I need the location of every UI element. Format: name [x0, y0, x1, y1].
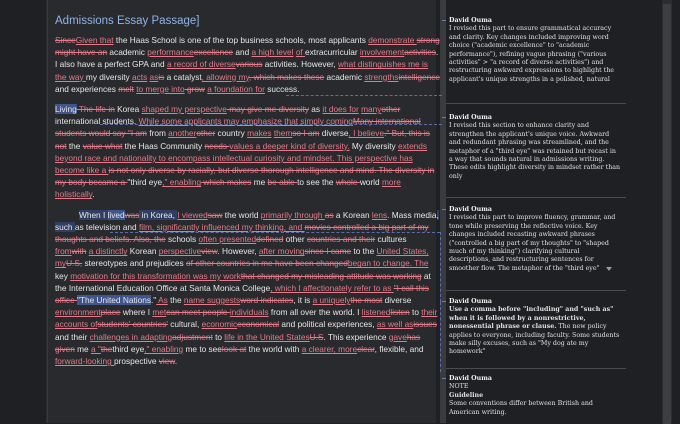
tracked-deletion: so I am: [292, 128, 320, 139]
text-run: diverse: [319, 128, 349, 139]
text-run: to: [409, 307, 422, 318]
tracked-insertion: While some applicants may emphasize that simply: [138, 116, 327, 127]
tracked-deletion: has given: [55, 331, 421, 354]
comment-author: David Ouma: [449, 17, 492, 24]
tracked-deletion: grow: [184, 83, 205, 94]
tracked-insertion: accounts of: [55, 319, 98, 330]
tracked-insertion: a high level: [251, 47, 294, 58]
tracked-deletion: clear: [357, 343, 375, 354]
tracked-insertion: coming: [326, 116, 353, 127]
text-run: key: [55, 270, 71, 281]
tracked-insertion: diverse: [208, 59, 236, 70]
tracked-deletion: adjustment: [172, 331, 213, 342]
text-run: activities. However,: [262, 59, 339, 70]
text-run: Korean: [127, 246, 159, 257]
text-run: as: [309, 104, 323, 115]
text-run: at the International Education Office at Santa Monica: [55, 270, 431, 293]
text-run: College: [242, 282, 271, 293]
text-run: from all over the world. I: [268, 307, 362, 318]
tracked-insertion: performance: [147, 47, 194, 58]
text-run: experiences,: [327, 319, 377, 330]
tracked-deletion: Many international students would say "I am: [55, 116, 421, 139]
tracked-deletion: Since: [55, 35, 76, 45]
comment-divider: [446, 368, 626, 369]
tracked-insertion: ," enabling: [162, 177, 202, 188]
tracked-deletion: since I came: [304, 246, 352, 257]
tracked-deletion: movies controlled a big part of my thoughts and beliefs. Also, the: [55, 221, 429, 245]
text-run: diverse: [382, 295, 412, 306]
text-run: as television and: [74, 221, 139, 232]
tracked-insertion: what distinguishes me is the way: [55, 59, 428, 82]
text-run: . This experience: [323, 331, 389, 342]
text-run: and political: [279, 319, 328, 330]
tracked-insertion: involvement: [359, 47, 405, 58]
tracked-deletion: of other countries in me have been changed: [185, 258, 348, 269]
highlighted-text: When I: [79, 209, 108, 220]
text-run: a Korean: [333, 209, 372, 220]
selected-text: "The United Nations: [77, 295, 151, 306]
tracked-insertion: another: [168, 128, 197, 139]
tracked-deletion: the: [100, 343, 113, 354]
tracked-insertion: makes: [247, 128, 272, 139]
tracked-insertion: extends beyond race and: [55, 140, 428, 163]
tracked-deletion: ." But, this is not: [55, 128, 430, 151]
text-run: to: [212, 331, 225, 342]
tracked-deletion: U.S,: [66, 258, 83, 269]
text-run: cultural,: [167, 319, 202, 330]
tracked-deletion: excellence: [193, 47, 234, 58]
comment-5[interactable]: [449, 375, 621, 417]
tracked-insertion: presented: [219, 234, 257, 245]
tracked-insertion: lens: [371, 209, 388, 220]
tracked-insertion: economic: [201, 319, 238, 330]
tracked-insertion: As: [156, 295, 168, 306]
tracked-deletion: the most: [350, 295, 383, 306]
comment-divider: [446, 290, 626, 291]
tracked-insertion: after moving: [258, 246, 305, 257]
tracked-insertion: I viewed: [177, 209, 208, 220]
tracked-deletion: listen: [390, 307, 410, 318]
text-run: .": [150, 295, 157, 306]
tracked-insertion: them: [273, 128, 293, 139]
tracked-insertion: met: [152, 307, 167, 318]
tracked-insertion: forward-looking: [55, 356, 115, 367]
tracked-deletion: saw: [207, 209, 223, 220]
tracked-insertion: a foundation for: [207, 83, 265, 94]
text-run: .: [92, 189, 95, 200]
comment-anchor-mark: [442, 20, 446, 21]
document-heading: Admissions Essay Passage]: [55, 15, 200, 27]
comment-connector: [440, 302, 441, 372]
tracked-insertion: United States: [259, 331, 310, 342]
tracked-insertion: gave: [388, 331, 407, 342]
tracked-deletion: view: [158, 356, 175, 367]
comment-text: I revised this part to improve fluency, grammar, and tone while preserving the reflective voice. Key changes included recasting awkward phrases ("controlled a big part of my thoughts" to "shaped much of my thinking") clarifying cultural descriptions, and restructuring sentences for smoother flow. The metaphor of the "third eye": [449, 214, 616, 272]
text-run: me: [251, 177, 268, 188]
comment-author: David Ouma: [449, 206, 492, 213]
tracked-insertion: listened: [361, 307, 391, 318]
text-run: , flexible, and: [374, 343, 424, 354]
tracked-deletion: issues: [413, 319, 437, 330]
tracked-deletion: able: [279, 177, 298, 188]
tracked-deletion: that changed my: [240, 270, 305, 281]
highlighted-text: , such: [55, 209, 439, 232]
text-run: from: [146, 128, 169, 139]
text-run: third eye: [112, 343, 145, 354]
text-run: country: [215, 128, 248, 139]
tracked-deletion: with: [71, 246, 87, 257]
tracked-insertion: , allowing my: [201, 71, 250, 82]
text-run: experiences: [71, 83, 119, 94]
tracked-insertion: a distinctly: [88, 246, 128, 257]
tracked-insertion: a uniquely: [312, 295, 351, 306]
tracked-insertion: it does for: [322, 104, 359, 115]
tracked-insertion: primarily through: [260, 209, 325, 220]
tracked-deletion: melt: [118, 83, 134, 94]
tracked-deletion: is: [158, 71, 165, 82]
tracked-deletion: place: [100, 307, 121, 318]
tracked-insertion: challenges in adapting: [89, 331, 173, 342]
tracked-deletion: other: [196, 128, 216, 139]
tracked-deletion: misleading attitude was working: [304, 270, 422, 281]
comment-anchor-mark: [442, 117, 446, 118]
expand-comment-icon[interactable]: [606, 267, 612, 271]
text-run: me: [74, 343, 91, 354]
tracked-deletion: intelligence: [398, 71, 440, 82]
text-run: the: [170, 295, 184, 306]
tracked-deletion: may give me diversity: [226, 104, 309, 115]
text-run: and: [233, 47, 252, 58]
comment-connector: [440, 232, 441, 302]
tracked-deletion: needs: [204, 140, 230, 151]
text-run: other: [283, 234, 307, 245]
comment-connector: [100, 124, 442, 125]
tracked-deletion: The life in: [76, 104, 115, 115]
comment-3[interactable]: [449, 206, 621, 273]
text-run: and: [55, 83, 72, 94]
tracked-insertion: environment: [55, 307, 101, 318]
comment-1[interactable]: [449, 17, 621, 84]
text-run: academic: [107, 47, 148, 58]
tracked-insertion: life in the: [224, 331, 260, 342]
tracked-deletion: view: [201, 246, 218, 257]
paragraph-2[interactable]: [55, 103, 440, 201]
tracked-insertion: many: [361, 104, 382, 115]
text-run: the world with: [246, 343, 302, 354]
tracked-deletion: students' countries': [97, 319, 168, 330]
tracked-insertion: as well as: [376, 319, 414, 330]
tracked-insertion: , which I affectionately refer to as: [270, 282, 394, 293]
tracked-insertion: began to: [347, 258, 383, 269]
text-run: to see: [199, 343, 222, 354]
text-run: Korea: [114, 104, 142, 115]
tracked-insertion: United States, my: [55, 246, 429, 269]
tracked-insertion: demonstrate: [368, 35, 417, 45]
text-run: where I: [120, 307, 153, 318]
tracked-insertion: become like a: [55, 165, 109, 176]
tracked-deletion: which makes: [201, 177, 252, 188]
tracked-deletion: look at: [221, 343, 247, 354]
comment-text: The new policy applies to everyone, including faculty. Some students make silly excuses, such as "My dog ate my homework": [449, 323, 620, 356]
tracked-insertion: , I believe: [348, 128, 385, 139]
tracked-deletion: value what: [82, 140, 123, 151]
tracked-insertion: to merge into: [136, 83, 185, 94]
tracked-insertion: values a deeper kind of diversity.: [229, 140, 350, 151]
tracked-insertion: perspective: [158, 246, 202, 257]
comment-author: David Ouma: [449, 298, 492, 305]
text-run: . Mass media: [387, 209, 437, 220]
tracked-insertion: change. The: [382, 258, 429, 269]
text-run: "third eye: [127, 177, 163, 188]
text-run: the Haas School is one of the top business schools, most applicants: [113, 35, 369, 45]
text-run: world: [359, 177, 382, 188]
text-run: stereotypes and prejudices: [84, 258, 186, 269]
comment-guideline-label: Guideline: [449, 391, 484, 399]
text-run: and their: [55, 331, 90, 342]
comment-anchor-mark: [442, 209, 446, 210]
comment-anchor-mark: [442, 378, 446, 379]
scrollbar-thumb[interactable]: [663, 4, 671, 424]
comment-divider: [446, 197, 626, 198]
selected-text: lived: [107, 209, 125, 220]
text-run: . I also have a perfect GPA and: [55, 47, 439, 70]
comment-2[interactable]: [449, 114, 621, 181]
text-run: the Haas Community: [122, 140, 205, 151]
highlighted-text: in Korea,: [139, 209, 178, 220]
tracked-insertion: individuals: [229, 307, 269, 318]
tracked-deletion: countries and their: [306, 234, 376, 245]
tracked-insertion: of: [295, 47, 306, 58]
tracked-insertion: strengths: [364, 71, 399, 82]
comment-connector: [286, 95, 442, 96]
text-run: .: [174, 356, 178, 367]
comment-author: David Ouma: [449, 114, 492, 121]
tracked-insertion: name suggests: [183, 295, 241, 306]
tracked-insertion: a clearer, more: [301, 343, 358, 354]
tracked-insertion: a ": [90, 343, 101, 354]
comment-note-label: NOTE: [449, 383, 469, 391]
text-run: the: [66, 140, 83, 151]
comment-rule: Use a comma before "including" and "such as" when it is followed by a nonrestrictive, nonessential phrase or clause.: [449, 306, 614, 331]
tracked-deletion: word indicates: [240, 295, 294, 306]
text-run: the world: [222, 209, 261, 220]
text-run: to see the: [297, 177, 336, 188]
tracked-deletion: U.S: [309, 331, 324, 342]
tracked-deletion: whole: [335, 177, 360, 188]
text-run: international students.: [55, 116, 139, 127]
tracked-insertion: their: [421, 307, 438, 318]
document-body[interactable]: [55, 14, 440, 375]
tracked-deletion: mind. The diversity in my body became a: [55, 165, 435, 188]
tracked-insertion: more holistically: [55, 177, 401, 200]
tracked-deletion: , which makes these: [249, 71, 325, 82]
tracked-insertion: ," enabling: [144, 343, 184, 354]
tracked-insertion: acts: [132, 71, 148, 82]
text-run: me: [183, 343, 200, 354]
paragraph-1[interactable]: [55, 34, 440, 95]
comment-text: Some conventions differ between British and American writing.: [449, 400, 593, 416]
text-run: , it is: [293, 295, 313, 306]
comment-divider: [446, 103, 626, 104]
text-run: cultures: [375, 234, 407, 245]
tracked-insertion: a record of: [166, 59, 209, 70]
tracked-insertion: from: [55, 246, 72, 257]
tracked-deletion: "I call this office: [55, 282, 429, 306]
tracked-deletion: economical: [237, 319, 280, 330]
tracked-deletion: as: [324, 209, 334, 220]
text-run: . However,: [217, 246, 259, 257]
tracked-insertion: nationality to encompass intellectual curiosity and mindset. This perspective has: [119, 152, 413, 163]
selected-text: Living: [55, 104, 77, 115]
comment-text: I revised this part to ensure grammatical accuracy and clarity. Key changes included improving word choice ("academic excellence" to "academic performance"), refining vague phrasing ("various activities" > "a record of diverse activities") and restructuring awkward expressions to highlight the applicant's unique strengths in a polished, natural: [449, 25, 614, 83]
tracked-insertion: Given that: [75, 35, 114, 45]
page-margin-line: [47, 0, 48, 423]
text-run: success.: [264, 83, 300, 94]
text-run: extracurricular: [305, 47, 360, 58]
tracked-insertion: film, significantly influenced my thinking, and: [138, 221, 305, 232]
tracked-deletion: is not only diverse by racially, but diverse thorough intelligence and: [108, 165, 357, 176]
tracked-deletion: defined: [256, 234, 284, 245]
tracked-deletion: might have an: [55, 47, 108, 58]
tracked-deletion: strong: [416, 35, 440, 45]
text-run: My diversity: [349, 140, 398, 151]
text-run: a catalyst: [164, 71, 202, 82]
text-run: my diversity: [85, 71, 133, 82]
tracked-insertion: as: [149, 71, 159, 82]
comment-author: David Ouma: [449, 375, 492, 382]
text-run: academic: [324, 71, 365, 82]
tracked-deletion: activities: [404, 47, 437, 58]
comment-anchor-mark: [442, 301, 446, 302]
tracked-deletion: be: [267, 177, 280, 188]
text-run: prospective: [114, 356, 159, 367]
text-run: to the: [351, 246, 377, 257]
tracked-insertion: motivation for this transformation was my work: [70, 270, 241, 281]
tracked-insertion: often: [198, 234, 220, 245]
tracked-insertion: shaped my perspective: [141, 104, 227, 115]
comment-connector: [110, 232, 440, 233]
tracked-deletion: was: [124, 209, 140, 220]
tracked-deletion: can meet people: [166, 307, 230, 318]
tracked-deletion: various: [235, 59, 263, 70]
comment-4[interactable]: [449, 298, 621, 357]
comment-text: I revised this section to enhance clarity and strengthen the applicant's unique voice. Awkward and redundant phrasing was streamlined, and the metaphor of a "third eye" was retained but recast in a way that sounds natural in admissions writing. These edits highlight diversity in mindset rather than only: [449, 122, 621, 180]
text-run: schools: [165, 234, 199, 245]
tracked-deletion: other: [381, 104, 401, 115]
